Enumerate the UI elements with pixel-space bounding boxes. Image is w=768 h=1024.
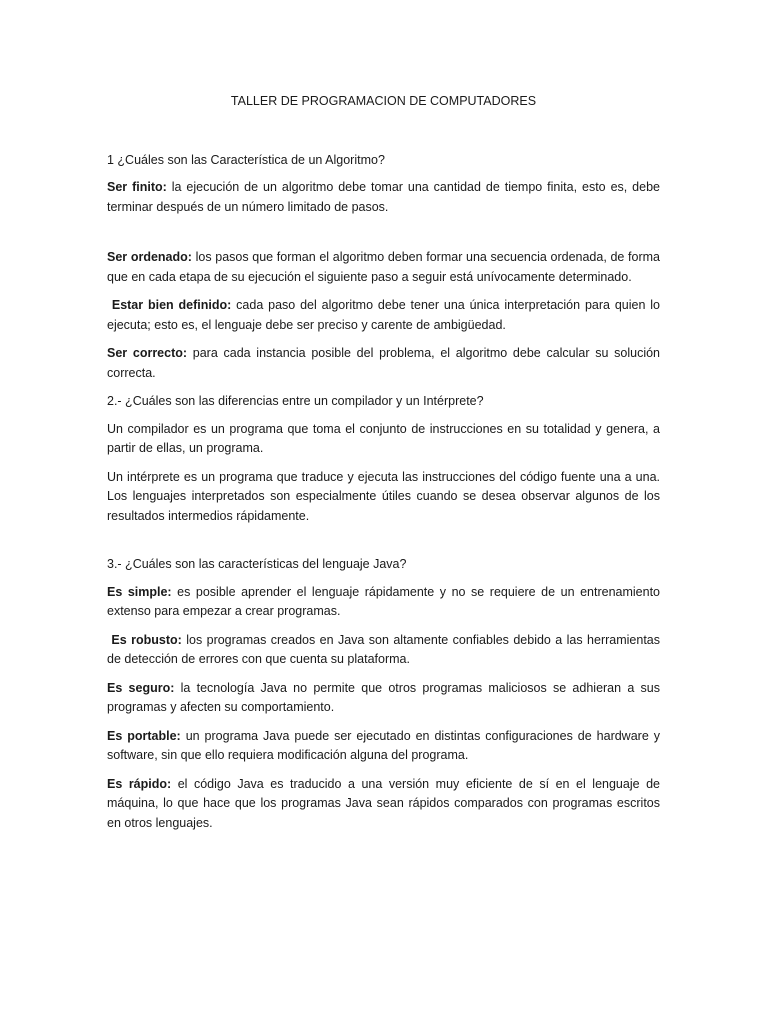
definition-es-portable [107,727,660,766]
term-ser-correcto: Ser correcto: [107,346,188,360]
term-estar-bien-definido: Estar bien definido: [111,298,232,312]
definition-estar-bien-definido [107,296,660,335]
term-ser-finito: Ser finito: [107,180,167,194]
term-ser-ordenado: Ser ordenado: [107,250,192,264]
document-content [107,92,660,842]
term-es-robusto: Es robusto: [111,632,182,647]
term-es-simple: Es simple: [107,584,172,599]
definition-ser-correcto [107,344,660,383]
text-es-robusto: los programas creados en Java son altamente confiables debido a las herramientas de detección de errores con que cuenta su plataforma. [107,632,660,666]
question-2: 2.- ¿Cuáles son las diferencias entre un compilador y un Intérprete? [107,394,484,408]
text-es-seguro: la tecnología Java no permite que otros programas maliciosos se adhieran a sus programas y afecten su comportamiento. [107,680,660,714]
paragraph-interprete: Un intérprete es un programa que traduce y ejecuta las instrucciones del código fuente una a una. Los lenguajes interpretados son especialmente útiles cuando se desea observar algunos de los resultados intermedios rápidamente. [107,469,660,523]
text-ser-correcto: para cada instancia posible del problema, el algoritmo debe calcular su solución correcta. [107,346,660,380]
text-es-portable: un programa Java puede ser ejecutado en distintas configuraciones de hardware y software, sin que ello requiera modificación alguna del programa. [107,728,660,762]
text-es-simple: es posible aprender el lenguaje rápidamente y no se requiere de un entrenamiento extenso para empezar a crear programas. [107,584,661,618]
definition-ser-ordenado [107,248,660,287]
question-3: 3.- ¿Cuáles son las características del lenguaje Java? [107,557,407,571]
text-es-rapido: el código Java es traducido a una versión muy eficiente de sí en el lenguaje de máquina, lo que hace que los programas Java sean rápidos comparados con programas escritos en otros lenguajes. [107,776,660,830]
term-es-portable: Es portable: [107,728,181,743]
text-estar-bien-definido: cada paso del algoritmo debe tener una única interpretación para quien lo ejecuta; esto es, el lenguaje debe ser preciso y carente de ambigüedad. [107,298,660,332]
term-es-rapido: Es rápido: [107,776,172,791]
text-ser-finito: la ejecución de un algoritmo debe tomar una cantidad de tiempo finita, esto es, debe terminar después de un número limitado de pasos. [107,180,660,214]
definition-es-robusto [107,631,660,670]
question-1: 1 ¿Cuáles son las Característica de un Algoritmo? [107,152,385,167]
document-title: TALLER DE PROGRAMACION DE COMPUTADORES [230,94,537,108]
definition-ser-finito [107,178,660,217]
text-ser-ordenado: los pasos que forman el algoritmo deben formar una secuencia ordenada, de forma que en cada etapa de su ejecución el siguiente paso a seguir está unívocamente determinado. [107,250,660,284]
paragraph-compilador: Un compilador es un programa que toma el conjunto de instrucciones en su totalidad y genera, a partir de ellas, un programa. [107,421,660,455]
definition-es-seguro [107,679,660,718]
definition-es-simple [107,583,660,622]
definition-es-rapido [107,775,660,834]
term-es-seguro: Es seguro: [107,680,175,695]
